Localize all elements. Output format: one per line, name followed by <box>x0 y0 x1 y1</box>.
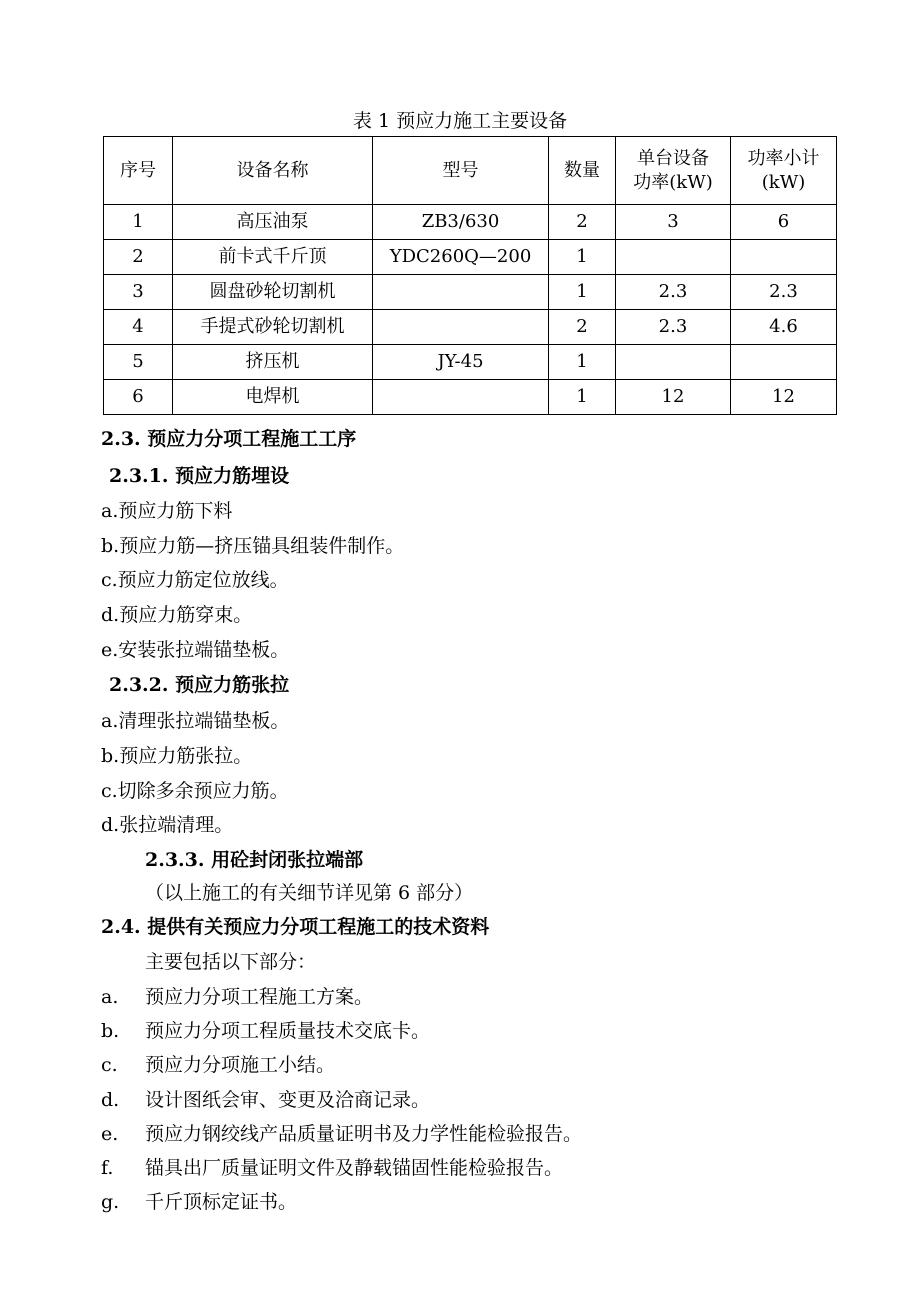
cell-total-power <box>731 345 837 380</box>
cell-qty: 2 <box>549 310 616 345</box>
section-intro: 主要包括以下部分： <box>145 951 317 973</box>
list-item: b.预应力筋—挤压锚具组装件制作。 <box>101 535 405 557</box>
list-item-text: 设计图纸会审、变更及洽商记录。 <box>145 1089 431 1111</box>
list-item-text: 锚具出厂质量证明文件及静载锚固性能检验报告。 <box>145 1157 564 1179</box>
cell-unit-power <box>616 240 731 275</box>
list-marker: c. <box>101 1054 118 1076</box>
table-row <box>104 310 837 345</box>
cell-qty: 1 <box>549 240 616 275</box>
cell-index: 1 <box>104 205 173 240</box>
list-item <box>101 1050 335 1080</box>
list-item <box>101 1153 563 1183</box>
list-marker: b. <box>101 1020 120 1042</box>
section-heading-2-3: 2.3. 预应力分项工程施工工序 <box>101 428 357 450</box>
list-item: d.预应力筋穿束。 <box>101 604 253 626</box>
list-item-text: 预应力分项工程施工方案。 <box>145 986 374 1008</box>
header-index: 序号 <box>104 137 173 205</box>
table-header-row <box>104 137 837 205</box>
cell-model: YDC260Q—200 <box>373 240 549 275</box>
cell-total-power: 2.3 <box>731 275 837 310</box>
cell-unit-power: 2.3 <box>616 275 731 310</box>
table-row <box>104 345 837 380</box>
cell-model <box>373 275 549 310</box>
cell-index: 4 <box>104 310 173 345</box>
list-item: d.张拉端清理。 <box>101 814 234 836</box>
table-row <box>104 380 837 415</box>
cell-total-power: 6 <box>731 205 837 240</box>
table-row <box>104 275 837 310</box>
cell-name: 圆盘砂轮切割机 <box>173 275 373 310</box>
cell-unit-power: 3 <box>616 205 731 240</box>
subsection-heading-2-3-3: 2.3.3. 用砼封闭张拉端部 <box>145 849 364 871</box>
table-row <box>104 205 837 240</box>
list-item-text: 千斤顶标定证书。 <box>145 1191 298 1213</box>
table-caption: 表 1 预应力施工主要设备 <box>352 110 568 132</box>
list-item: e.安装张拉端锚垫板。 <box>101 639 290 661</box>
header-model: 型号 <box>373 137 549 205</box>
list-item: b.预应力筋张拉。 <box>101 745 253 767</box>
equipment-table <box>103 136 837 415</box>
cell-model: ZB3/630 <box>373 205 549 240</box>
table-row <box>104 240 837 275</box>
cell-index: 2 <box>104 240 173 275</box>
header-total-power: 功率小计 (kW) <box>731 137 837 205</box>
cell-total-power <box>731 240 837 275</box>
header-qty: 数量 <box>549 137 616 205</box>
subsection-heading-2-3-1: 2.3.1. 预应力筋埋设 <box>109 465 290 487</box>
list-item <box>101 982 373 1012</box>
list-item-text: 预应力分项工程质量技术交底卡。 <box>145 1020 431 1042</box>
cell-name: 电焊机 <box>173 380 373 415</box>
list-marker: a. <box>101 986 119 1008</box>
cell-qty: 1 <box>549 275 616 310</box>
cell-unit-power: 12 <box>616 380 731 415</box>
cell-total-power: 12 <box>731 380 837 415</box>
section-note: （以上施工的有关细节详见第 6 部分） <box>145 882 474 904</box>
list-marker: g. <box>101 1191 120 1213</box>
cell-name: 手提式砂轮切割机 <box>173 310 373 345</box>
cell-index: 5 <box>104 345 173 380</box>
cell-unit-power <box>616 345 731 380</box>
list-item: c.预应力筋定位放线。 <box>101 569 289 591</box>
cell-name: 高压油泵 <box>173 205 373 240</box>
list-item-text: 预应力钢绞线产品质量证明书及力学性能检验报告。 <box>145 1123 583 1145</box>
list-item <box>101 1119 582 1149</box>
list-item: c.切除多余预应力筋。 <box>101 780 289 802</box>
list-item <box>101 1016 430 1046</box>
cell-total-power: 4.6 <box>731 310 837 345</box>
list-item: a.预应力筋下料 <box>101 500 233 522</box>
list-marker: f. <box>101 1157 114 1179</box>
cell-index: 3 <box>104 275 173 310</box>
list-marker: d. <box>101 1089 120 1111</box>
cell-name: 前卡式千斤顶 <box>173 240 373 275</box>
list-item: a.清理张拉端锚垫板。 <box>101 710 290 732</box>
cell-unit-power: 2.3 <box>616 310 731 345</box>
subsection-heading-2-3-2: 2.3.2. 预应力筋张拉 <box>109 674 290 696</box>
cell-name: 挤压机 <box>173 345 373 380</box>
cell-model: JY-45 <box>373 345 549 380</box>
cell-qty: 2 <box>549 205 616 240</box>
cell-qty: 1 <box>549 345 616 380</box>
list-item <box>101 1085 430 1115</box>
cell-qty: 1 <box>549 380 616 415</box>
list-item-text: 预应力分项施工小结。 <box>145 1054 336 1076</box>
header-name: 设备名称 <box>173 137 373 205</box>
list-marker: e. <box>101 1123 119 1145</box>
cell-index: 6 <box>104 380 173 415</box>
section-heading-2-4: 2.4. 提供有关预应力分项工程施工的技术资料 <box>101 916 490 938</box>
cell-model <box>373 380 549 415</box>
cell-model <box>373 310 549 345</box>
list-item <box>101 1187 297 1217</box>
header-unit-power: 单台设备 功率(kW) <box>616 137 731 205</box>
